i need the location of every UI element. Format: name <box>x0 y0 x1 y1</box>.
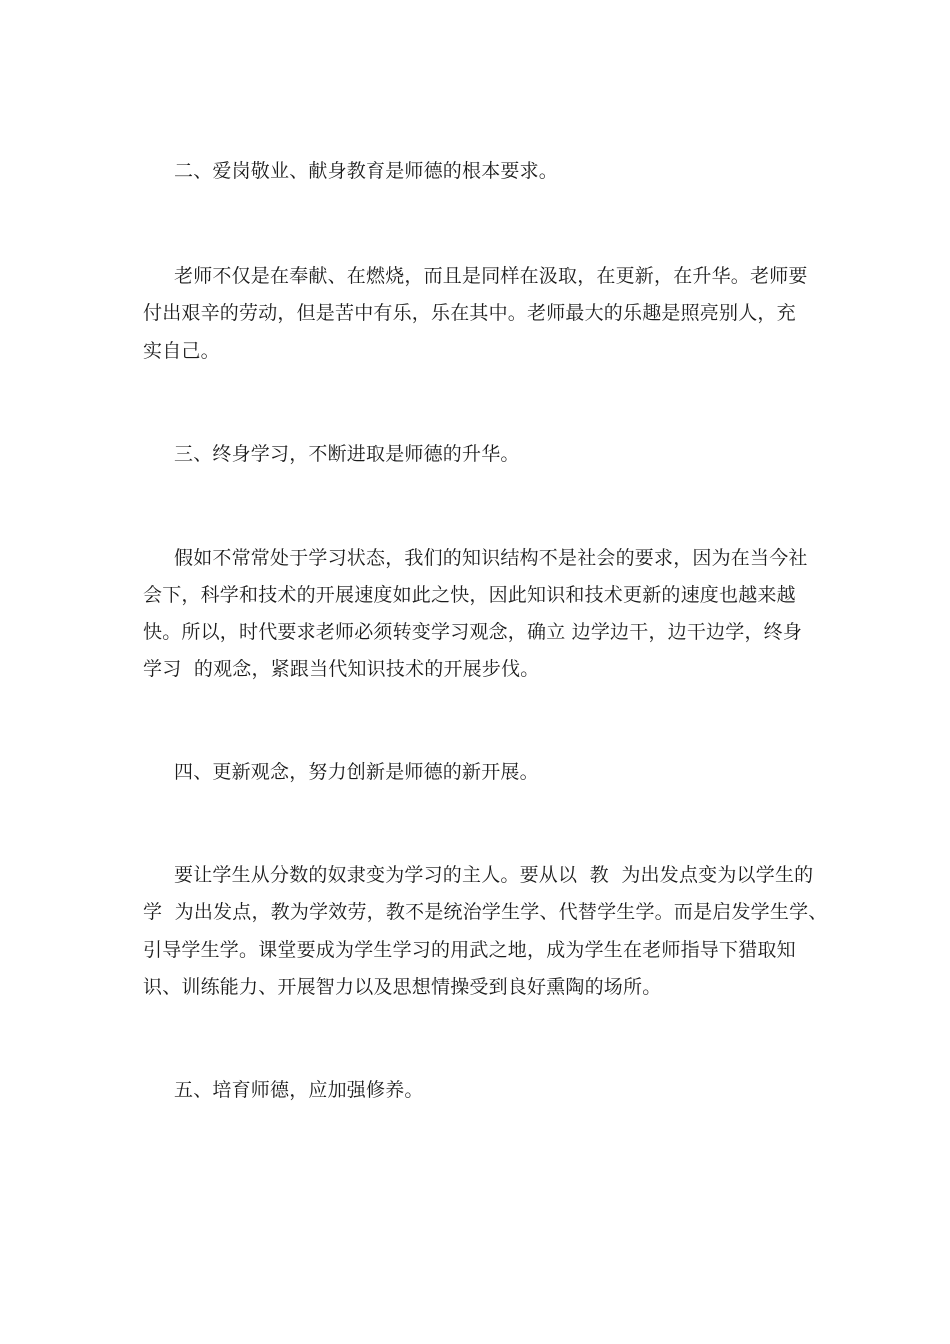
paragraph-line: 要让学生从分数的奴隶变为学习的主人。要从以 教 为出发点变为以学生的 <box>174 864 814 886</box>
paragraph-line: 老师不仅是在奉献、在燃烧，而且是同样在汲取，在更新，在升华。老师要 <box>174 265 808 287</box>
paragraph-line: 识、训练能力、开展智力以及思想情操受到良好熏陶的场所。 <box>143 976 662 998</box>
paragraph-line: 快。所以，时代要求老师必须转变学习观念，确立 边学边干，边干边学，终身 <box>143 621 803 643</box>
paragraph-line: 实自己。 <box>143 340 220 362</box>
section-heading-3: 三、终身学习，不断进取是师德的升华。 <box>174 443 520 465</box>
section-heading-4: 四、更新观念，努力创新是师德的新开展。 <box>174 761 539 783</box>
paragraph-line: 假如不常常处于学习状态，我们的知识结构不是社会的要求，因为在当今社 <box>174 547 808 569</box>
paragraph-line: 付出艰辛的劳动，但是苦中有乐，乐在其中。老师最大的乐趣是照亮别人，充 <box>143 302 796 324</box>
paragraph-line: 学 为出发点，教为学效劳，教不是统治学生学、代替学生学。而是启发学生学、 <box>143 901 828 923</box>
paragraph-line: 引导学生学。课堂要成为学生学习的用武之地，成为学生在老师指导下猎取知 <box>143 939 796 961</box>
paragraph-line: 学习 的观念，紧跟当代知识技术的开展步伐。 <box>143 658 540 680</box>
section-heading-5: 五、培育师德，应加强修养。 <box>174 1079 424 1101</box>
section-heading-2: 二、爱岗敬业、献身教育是师德的根本要求。 <box>174 160 559 182</box>
paragraph-line: 会下，科学和技术的开展速度如此之快，因此知识和技术更新的速度也越来越 <box>143 584 796 606</box>
